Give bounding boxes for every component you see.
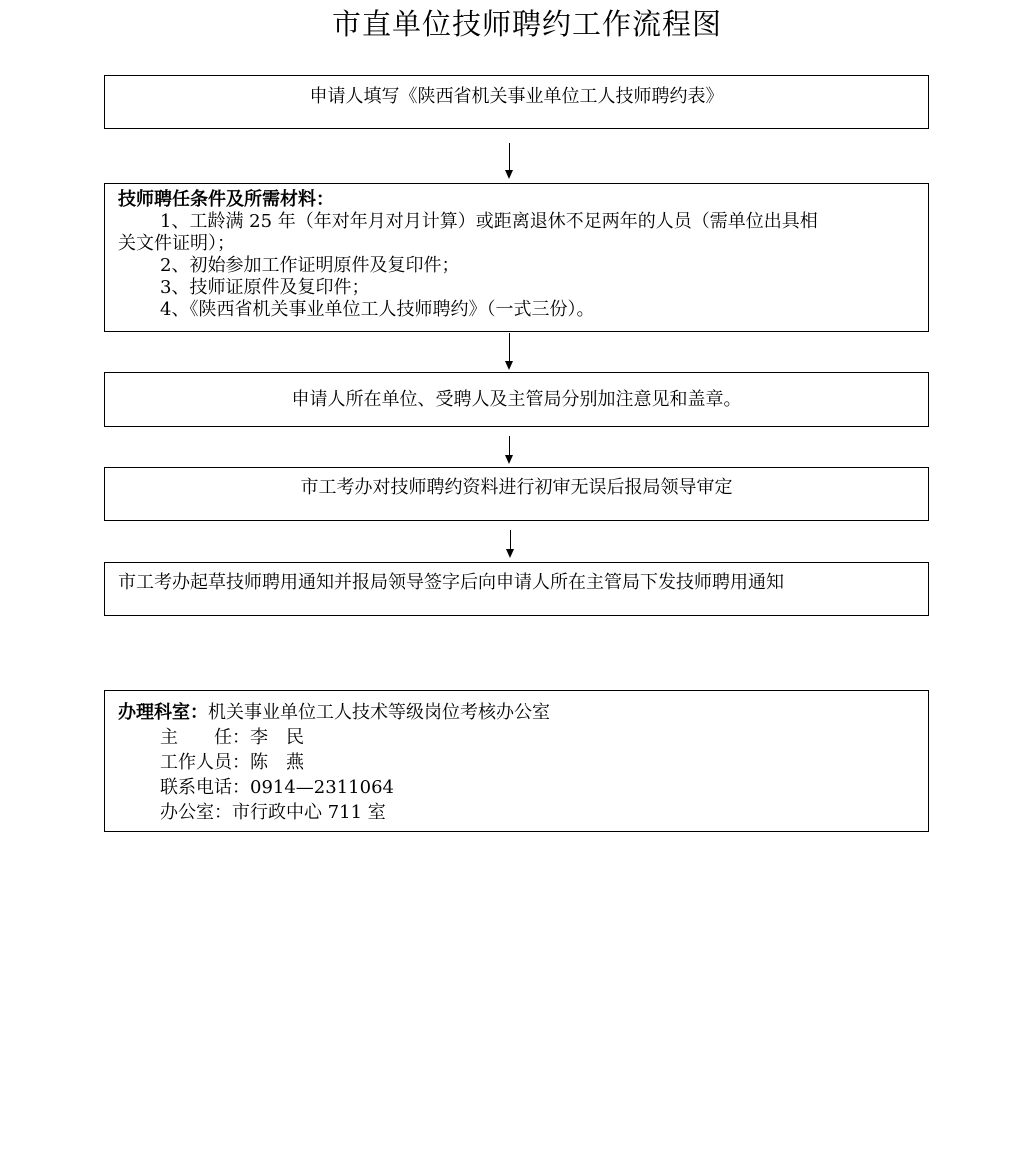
step-4-box: [104, 467, 929, 521]
arrow-3-icon: [504, 436, 516, 464]
step-1-box: [104, 75, 929, 129]
office-info-box: [104, 690, 929, 832]
condition-item-2: 2、初始参加工作证明原件及复印件；: [160, 255, 460, 276]
step-5-text: 市工考办起草技师聘用通知并报局领导签字后向申请人所在主管局下发技师聘用通知: [118, 572, 784, 593]
arrow-2-icon: [504, 333, 516, 370]
office-room: 办公室：市行政中心 711 室: [160, 802, 386, 823]
page-title: 市直单位技师聘约工作流程图: [331, 7, 722, 41]
arrow-4-icon: [505, 530, 517, 558]
step-5-box: [104, 562, 929, 616]
condition-item-3: 3、技师证原件及复印件；: [160, 277, 370, 298]
office-name: 机关事业单位工人技术等级岗位考核办公室: [208, 702, 550, 723]
office-label: 办理科室：: [118, 702, 208, 723]
condition-item-4: 4、《陕西省机关事业单位工人技师聘约》（一式三份）。: [160, 299, 595, 320]
office-director: 主 任：李 民: [160, 727, 304, 748]
step-4-text: 市工考办对技师聘约资料进行初审无误后报局领导审定: [300, 477, 733, 498]
office-staff: 工作人员：陈 燕: [160, 752, 304, 773]
condition-item-1-cont: 关文件证明）；: [118, 233, 235, 254]
step-2-box: [104, 183, 929, 332]
condition-item-1: 1、工龄满 25 年（年对年月对月计算）或距离退休不足两年的人员（需单位出具相: [160, 211, 818, 232]
step-3-text: 申请人所在单位、受聘人及主管局分别加注意见和盖章。: [291, 388, 742, 410]
arrow-1-icon: [504, 143, 516, 179]
conditions-heading: 技师聘任条件及所需材料：: [118, 189, 334, 210]
office-phone: 联系电话：0914—2311064: [160, 777, 394, 798]
step-1-text: 申请人填写《陕西省机关事业单位工人技师聘约表》: [309, 86, 724, 107]
step-3-box: [104, 372, 929, 427]
